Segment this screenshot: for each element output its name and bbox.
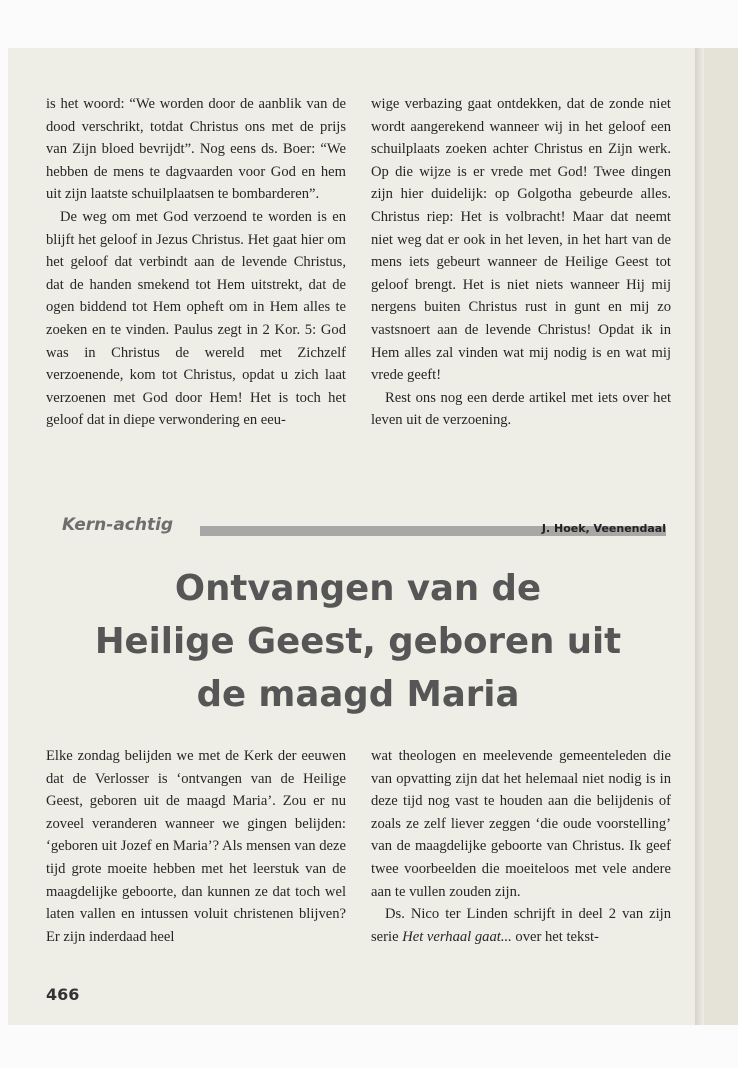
article-headline: [46, 562, 670, 721]
headline-line: Ontvangen van de: [174, 568, 542, 609]
next-page-edge: [704, 48, 738, 1025]
headline-line: Heilige Geest, geboren uit: [94, 621, 622, 662]
article-bottom-left-column: [46, 745, 346, 948]
paragraph: [371, 903, 671, 948]
book-title: Het verhaal gaat...: [402, 928, 512, 945]
section-label: Kern-achtig: [62, 515, 174, 535]
paragraph: Rest ons nog een derde artikel met iets over het leven uit de verzoening.: [371, 389, 671, 429]
paragraph: wige verbazing gaat ontdekken, dat de zonde niet wordt aangerekend wanneer wij in het geloof een schuilplaats zoeken achter Christus en Zijn werk. Op die wijze is er vrede met God! Twee dingen zijn hier duidelijk: op Golgotha gebeurde alles. Christus riep: Het is volbracht! Maar dat neemt niet weg dat er ook in het leven, in het hart van de mens iets gebeurt wanneer de Heilige Geest tot geloof brengt. Het is niet niets wanneer Hij mij nergens buiten Christus rust in gunt en mij zo vastsnoert aan de levende Christus! Opdat ik in Hem alles zal vinden wat mij nodig is en wat mij vrede geeft!: [371, 96, 671, 384]
author-byline: J. Hoek, Veenendaal: [541, 522, 666, 535]
article-top-right-column: [371, 93, 671, 432]
article-top-left-column: [46, 93, 346, 432]
text-span: Ds. Nico ter Linden schrijft in deel 2 van zijn serie: [371, 906, 671, 945]
headline-line: de maagd Maria: [196, 674, 520, 715]
paragraph: Elke zondag belijden we met de Kerk der eeuwen dat de Verlosser is ‘ontvangen van de Heilige Geest, geboren uit de maagd Maria’. Zou er nu zoveel veranderen wanneer we gingen belijden: ‘geboren uit Jozef en Maria’? Als mensen van deze tijd grote moeite hebben met het leerstuk van de maagdelijke geboorte, dan kunnen ze dat toch wel laten vallen en intussen voluit christenen blijven? Er zijn inderdaad heel: [46, 748, 346, 945]
paragraph: is het woord: “We worden door de aanblik van de dood verschrikt, totdat Christus ons met de prijs van Zijn bloed bevrijdt”. Nog eens ds. Boer: “We hebben de mens te dagvaarden voor God en hem uit zijn laatste schuilplaatsen te bombarderen”.: [46, 96, 346, 203]
text-span: over het tekst-: [511, 928, 599, 945]
paragraph: wat theologen en meelevende gemeenteleden die van opvatting zijn dat het helemaal niet nodig is in deze tijd nog vast te houden aan die belijdenis of zoals ze zelf liever zeggen ‘die oude voorstelling’ van de maagdelijke geboorte van Christus. Ik geef twee voorbeelden die moeiteloos met vele andere aan te vullen zouden zijn.: [371, 748, 671, 900]
paragraph: De weg om met God verzoend te worden is en blijft het geloof in Jezus Christus. Het gaat hier om het geloof dat verbindt aan de levende Christus, dat de handen smekend tot Hem uitstrekt, dat de ogen biddend tot Hem opheft om in Hem alles te zoeken en te vinden. Paulus zegt in 2 Kor. 5: God was in Christus de wereld met Zichzelf verzoenende, kom tot Christus, opdat u zich laat verzoenen met God door Hem! Het is toch het geloof dat in diepe verwondering en eeu-: [46, 208, 346, 429]
article-bottom-right-column: [371, 745, 671, 948]
page-number: 466: [46, 985, 80, 1004]
